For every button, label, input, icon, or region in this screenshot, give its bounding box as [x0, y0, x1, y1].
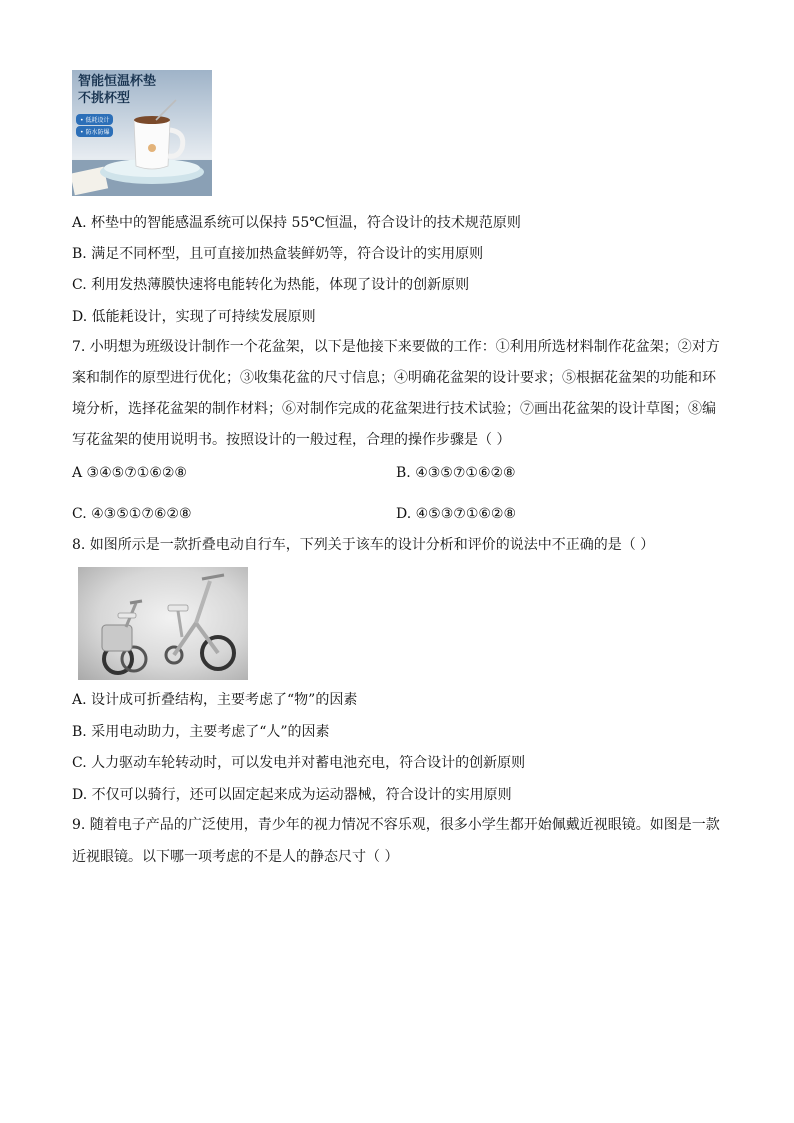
q6-option-b: B. 满足不同杯型，且可直接加热盒装鲜奶等，符合设计的实用原则 [72, 246, 484, 262]
q7-stem-line4: 写花盆架的使用说明书。按照设计的一般过程，合理的操作步骤是（ ） [72, 432, 511, 448]
q7-stem-line3: 境分析，选择花盆架的制作材料；⑥对制作完成的花盆架进行技术试验；⑦画出花盆架的设计草图；⑧编 [72, 401, 716, 417]
q8-option-c: C. 人力驱动车轮转动时，可以发电并对蓄电池充电，符合设计的创新原则 [72, 755, 526, 771]
folding-ebike-image [78, 567, 248, 680]
q7-stem-line1: 7. 小明想为班级设计制作一个花盆架，以下是他接下来要做的工作：①利用所选材料制作花盆架；②对方 [72, 339, 720, 355]
q8-option-a: A. 设计成可折叠结构，主要考虑了“物”的因素 [72, 692, 358, 708]
cup-warmer-tag-waterproof: • 防水防爆 [76, 126, 113, 137]
q8-option-b: B. 采用电动助力，主要考虑了“人”的因素 [72, 724, 330, 740]
cup-warmer-image [72, 70, 212, 196]
q9-stem-line2: 近视眼镜。以下哪一项考虑的不是人的静态尺寸（ ） [72, 849, 399, 865]
q6-option-c: C. 利用发热薄膜快速将电能转化为热能，体现了设计的创新原则 [72, 277, 470, 293]
q7-stem-line2: 案和制作的原型进行优化；③收集花盆的尺寸信息；④明确花盆架的设计要求；⑤根据花盆架的功能和环 [72, 370, 716, 386]
q8-stem: 8. 如图所示是一款折叠电动自行车，下列关于该车的设计分析和评价的说法中不正确的是（ ） [72, 537, 655, 553]
cup-warmer-tag-low-energy: • 低耗设计 [76, 114, 113, 125]
q9-stem-line1: 9. 随着电子产品的广泛使用，青少年的视力情况不容乐观，很多小学生都开始佩戴近视眼镜。如图是一款 [72, 817, 720, 833]
q6-option-d: D. 低能耗设计，实现了可持续发展原则 [72, 309, 316, 325]
q8-option-d: D. 不仅可以骑行，还可以固定起来成为运动器械，符合设计的实用原则 [72, 787, 512, 803]
folding-ebike-illustration [78, 567, 248, 680]
q7-option-b: B. ④③⑤⑦①⑥②⑧ [396, 465, 516, 481]
cup-warmer-title-line1: 智能恒温杯垫 [78, 74, 157, 89]
q7-option-d: D. ④⑤③⑦①⑥②⑧ [396, 506, 517, 522]
q7-option-c: C. ④③⑤①⑦⑥②⑧ [72, 506, 192, 522]
q7-option-a: A ③④⑤⑦①⑥②⑧ [72, 465, 187, 481]
q6-option-a: A. 杯垫中的智能感温系统可以保持 55℃恒温，符合设计的技术规范原则 [72, 215, 521, 231]
cup-warmer-title-line2: 不挑杯型 [78, 91, 131, 106]
